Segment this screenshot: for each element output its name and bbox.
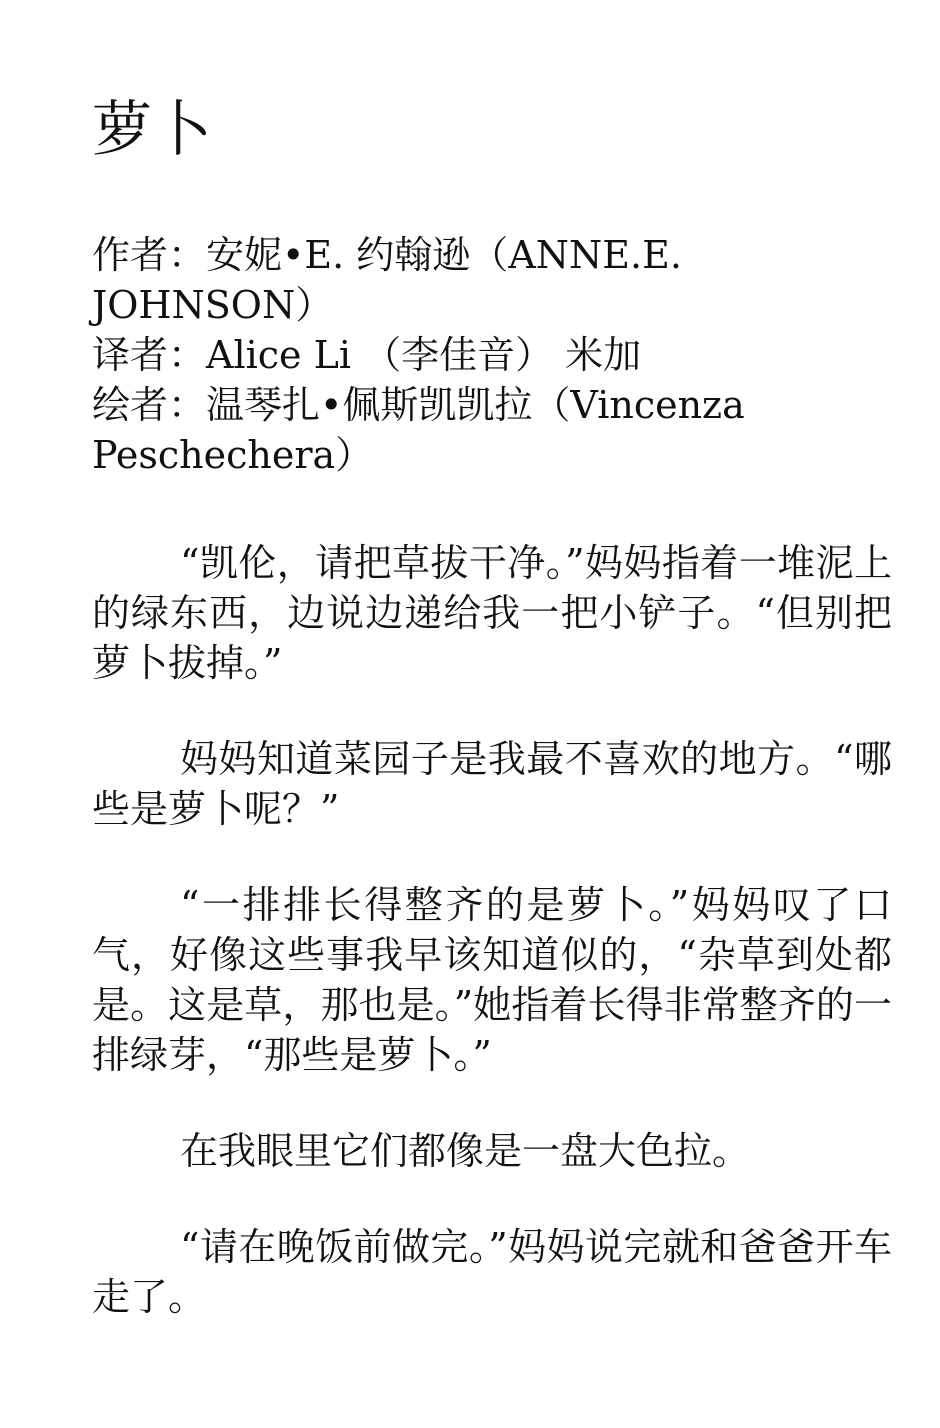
story-title: 萝卜 <box>92 95 212 165</box>
story-paragraph: “请在晚饭前做完。”妈妈说完就和爸爸开车走了。 <box>92 1225 892 1319</box>
credits-block <box>92 230 892 480</box>
translator-credit: 译者：Alice Li （李佳音） 米加 <box>92 333 642 377</box>
author-credit: 作者：安妮•E. 约翰逊（ANNE.E. JOHNSON） <box>92 233 682 327</box>
story-paragraph: “一排排长得整齐的是萝卜。”妈妈叹了口气，好像这些事我早该知道似的，“杂草到处都是。这是草，那也是。”她指着长得非常整齐的一排绿芽，“那些是萝卜。” <box>92 883 892 1077</box>
story-body <box>92 538 892 1322</box>
story-paragraph: 在我眼里它们都像是一盘大色拉。 <box>180 1129 751 1173</box>
illustrator-credit: 绘者：温琴扎•佩斯凯凯拉（Vincenza Peschechera） <box>92 383 745 477</box>
story-paragraph: “凯伦，请把草拔干净。”妈妈指着一堆泥上的绿东西，边说边递给我一把小铲子。“但别把萝卜拔掉。” <box>92 541 892 685</box>
story-paragraph: 妈妈知道菜园子是我最不喜欢的地方。“哪些是萝卜呢？” <box>92 737 892 831</box>
story-page <box>92 92 892 1368</box>
